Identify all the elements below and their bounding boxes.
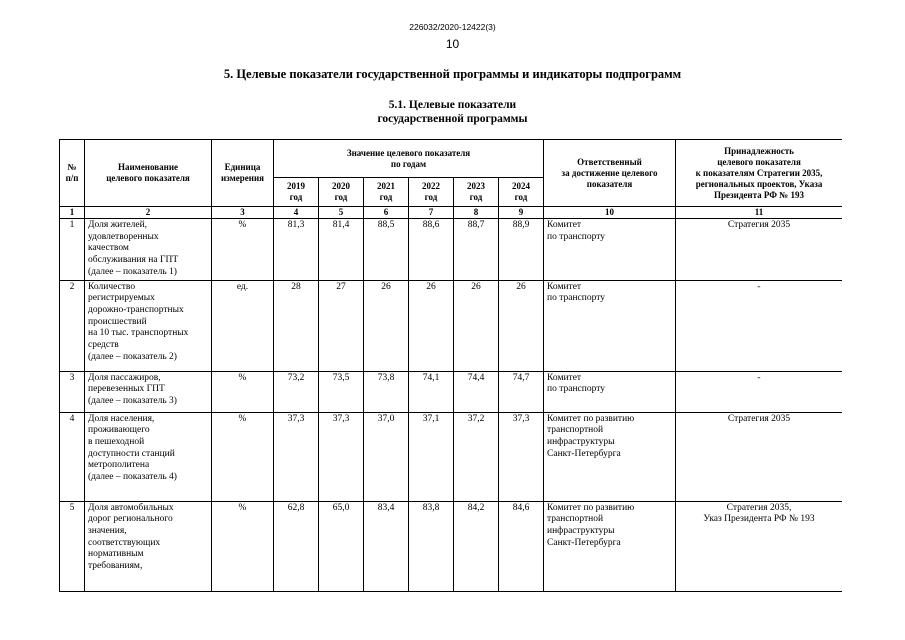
year-suffix: год [424,192,438,202]
indicator-name-line: нормативным [88,549,144,560]
row-num: 1 [60,219,85,281]
header-values-line: по годам [390,158,427,169]
header-year-2021 [364,178,409,207]
header-year-2019 [274,178,319,207]
column-number: 11 [676,207,842,219]
value-2024: 84,6 [499,501,544,591]
value-2022: 83,8 [409,501,454,591]
indicator-name-line: происшествий [88,316,147,327]
indicator-name [85,280,212,371]
indicator-name-line: обслуживания на ГПТ [88,255,179,266]
responsible-line: по транспорту [547,293,605,304]
table-row [60,371,843,412]
page-number: 10 [445,37,460,51]
value-2020: 65,0 [319,501,364,591]
indicator-name-line: регистрируемых [88,293,155,304]
value-2019: 37,3 [274,412,319,501]
indicator-name-line: Доля автомобильных [88,502,174,513]
responsible [544,371,676,412]
indicator-name-line: соответствующих [88,537,161,548]
row-num: 2 [60,280,85,371]
indicators-table [59,139,842,592]
year-label: 2019 [287,181,305,191]
column-number: 6 [364,207,409,219]
indicator-name-line: (далее – показатель 3) [88,395,177,406]
column-number: 4 [274,207,319,219]
column-number: 7 [409,207,454,219]
header-year-2020 [319,178,364,207]
value-2022: 88,6 [409,219,454,281]
row-num: 4 [60,412,85,501]
indicator-name-line: перевезенных ГПТ [88,384,165,395]
year-label: 2021 [377,181,395,191]
header-responsible-line: Ответственный [577,156,642,167]
subsection-title-line: государственной программы [377,113,528,125]
header-unit [212,140,274,207]
header-responsible [544,140,676,207]
column-number: 2 [85,207,212,219]
year-label: 2024 [512,181,530,191]
value-2021: 88,5 [364,219,409,281]
indicator-name-line: Доля населения, [88,413,155,424]
column-number: 5 [319,207,364,219]
value-2023: 74,4 [454,371,499,412]
header-responsible-line: за достижение целевого [561,167,658,178]
unit: % [212,219,274,281]
column-number: 10 [544,207,676,219]
header-unit-line: Единица [224,162,261,172]
column-number-row [60,207,843,219]
belonging-line: - [757,372,761,383]
belonging [676,219,842,281]
responsible-line: Комитет [547,372,582,383]
year-suffix: год [514,192,528,202]
value-2020: 27 [319,280,364,371]
value-2023: 26 [454,280,499,371]
column-number: 8 [454,207,499,219]
year-suffix: год [289,192,303,202]
header-belonging-line: Принадлежность [724,145,794,156]
belonging [676,280,842,371]
year-label: 2023 [467,181,485,191]
value-2021: 73,8 [364,371,409,412]
belonging-line: Стратегия 2035, [726,502,792,513]
year-suffix: год [334,192,348,202]
indicator-name [85,371,212,412]
header-unit-line: измерения [220,173,265,183]
header-num [60,140,85,207]
header-belonging-line: региональных проектов, Указа [695,178,823,189]
value-2020: 37,3 [319,412,364,501]
indicator-name-line: качеством [88,243,129,254]
value-2023: 84,2 [454,501,499,591]
column-number: 1 [60,207,85,219]
header-year-2024 [499,178,544,207]
responsible-line: Комитет [547,281,582,292]
value-2024: 37,3 [499,412,544,501]
responsible-line: по транспорту [547,231,605,242]
table-row [60,219,843,281]
value-2019: 28 [274,280,319,371]
responsible [544,412,676,501]
value-2023: 88,7 [454,219,499,281]
year-label: 2022 [422,181,440,191]
table-row [60,412,843,501]
header-year-2022 [409,178,454,207]
responsible-line: транспортной [547,514,604,525]
value-2022: 37,1 [409,412,454,501]
row-num: 5 [60,501,85,591]
indicator-name [85,412,212,501]
unit: ед. [212,280,274,371]
subsection-title [0,98,905,126]
year-suffix: год [469,192,483,202]
indicator-name-line: в пешеходной [88,436,145,447]
value-2019: 73,2 [274,371,319,412]
value-2019: 62,8 [274,501,319,591]
responsible-line: Санкт-Петербурга [547,537,621,548]
value-2024: 88,9 [499,219,544,281]
column-number: 9 [499,207,544,219]
header-values-group [274,140,544,178]
header-num-line: п/п [65,173,79,183]
unit: % [212,412,274,501]
unit: % [212,371,274,412]
belonging-line: Указ Президента РФ № 193 [703,514,815,525]
header-belonging-line: к показателям Стратегии 2035, [695,167,823,178]
indicator-name-line: (далее – показатель 2) [88,351,177,362]
indicator-name-line: доступности станций [88,448,175,459]
responsible-line: Комитет по развитию [547,502,635,513]
responsible-line: Санкт-Петербурга [547,448,621,459]
indicator-name-line: на 10 тыс. транспортных [88,328,189,339]
responsible [544,280,676,371]
value-2024: 26 [499,280,544,371]
value-2023: 37,2 [454,412,499,501]
value-2021: 37,0 [364,412,409,501]
indicator-name-line: удовлетворенных [88,231,159,242]
belonging-line: Стратегия 2035 [727,220,791,230]
responsible-line: транспортной [547,425,604,436]
table-row [60,280,843,371]
indicator-name-line: Количество [88,281,136,292]
column-number: 3 [212,207,274,219]
value-2020: 73,5 [319,371,364,412]
belonging-line: - [757,281,761,292]
indicator-name-line: (далее – показатель 1) [88,266,177,277]
table-row [60,501,843,591]
value-2021: 26 [364,280,409,371]
responsible-line: инфраструктуры [547,436,615,447]
indicator-name-line: Доля пассажиров, [88,372,161,383]
responsible-line: Комитет по развитию [547,413,635,424]
header-name-line: целевого показателя [106,173,190,183]
value-2021: 83,4 [364,501,409,591]
header-values-line: Значение целевого показателя [346,147,471,158]
year-label: 2020 [332,181,350,191]
value-2022: 26 [409,280,454,371]
value-2019: 81,3 [274,219,319,281]
value-2022: 74,1 [409,371,454,412]
header-num-line: № [67,162,77,172]
subsection-title-line: 5.1. Целевые показатели [388,99,517,111]
indicator-name-line: дорог регионального [88,514,173,525]
belonging [676,412,842,501]
header-responsible-line: показателя [586,178,633,189]
responsible-line: Комитет [547,220,582,230]
year-suffix: год [379,192,393,202]
header-belonging-line: Президента РФ № 193 [714,189,804,200]
belonging-line: Стратегия 2035 [727,413,791,424]
indicator-name-line: Доля жителей, [88,220,148,230]
indicator-name-line: (далее – показатель 4) [88,472,177,483]
belonging [676,501,842,591]
value-2020: 81,4 [319,219,364,281]
header-belonging [676,140,842,207]
indicator-name-line: проживающего [88,425,150,436]
responsible [544,501,676,591]
indicator-name [85,501,212,591]
header-name [85,140,212,207]
indicator-name-line: дорожно-транспортных [88,304,184,315]
indicator-name [85,219,212,281]
document-id: 226032/2020-12422(3) [409,22,496,32]
indicators-table-container [59,139,842,640]
indicator-name-line: значения, [88,525,127,536]
responsible-line: по транспорту [547,384,605,395]
header-name-line: Наименование [118,162,178,172]
responsible-line: инфраструктуры [547,525,615,536]
row-num: 3 [60,371,85,412]
indicator-name-line: требованиям, [88,561,143,572]
header-belonging-line: целевого показателя [717,156,801,167]
belonging [676,371,842,412]
indicator-name-line: метрополитена [88,460,150,471]
unit: % [212,501,274,591]
header-year-2023 [454,178,499,207]
indicator-name-line: средств [88,340,119,351]
value-2024: 74,7 [499,371,544,412]
section-title: 5. Целевые показатели государственной программы и индикаторы подпрограмм [223,67,682,81]
responsible [544,219,676,281]
